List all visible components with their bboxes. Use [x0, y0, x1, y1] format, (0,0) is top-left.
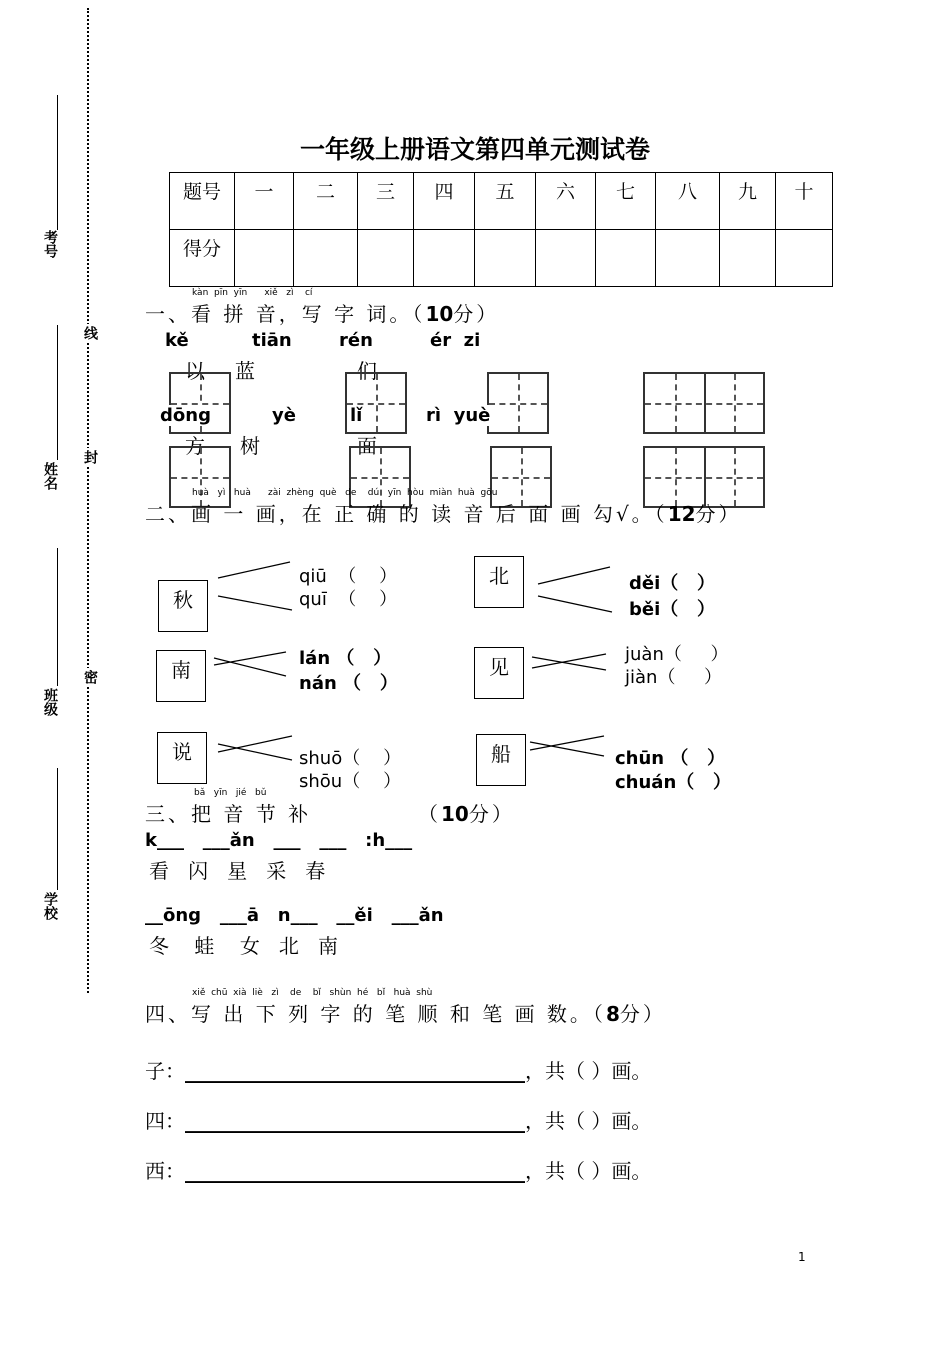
- s1-char-fang: 方: [185, 434, 205, 458]
- section2-points: 12: [667, 502, 696, 526]
- section3-points-wrap: [418, 798, 515, 827]
- score-cell-q4: 四: [414, 173, 475, 230]
- s2-option-nan-2[interactable]: nán （ ）: [299, 673, 398, 694]
- section2-heading-end: 分）: [695, 502, 742, 526]
- section4-heading-text: 四、写 出 下 列 字 的 笔 顺 和 笔 画 数。（: [145, 1002, 606, 1026]
- connector-line: [218, 744, 292, 760]
- s1-pinyin-ke: kě: [165, 330, 189, 351]
- s2-option-chuan-2[interactable]: chuán（ ）: [615, 772, 732, 793]
- s2-option-bei-2[interactable]: běi（ ）: [629, 599, 716, 620]
- s2-char-shuo: 说: [157, 732, 207, 784]
- s4-line-si: [145, 1105, 651, 1134]
- connector-line: [214, 652, 286, 665]
- section3-heading: 三、把 音 节 补: [145, 802, 312, 826]
- s2-option-qiu-1[interactable]: qiū （ ）: [299, 566, 398, 587]
- s1-char-men: 们: [357, 359, 377, 383]
- section3-points: 10: [441, 802, 469, 826]
- s4-blank-xi[interactable]: __________________________________: [185, 1159, 525, 1183]
- s2-option-jian-2[interactable]: jiàn（ ）: [625, 667, 723, 688]
- s2-option-shuo-2[interactable]: shōu（ ）: [299, 771, 402, 792]
- s1-char-mian: 面: [357, 434, 377, 458]
- s4-char-zi: 子：: [145, 1059, 185, 1083]
- connector-line: [218, 562, 290, 578]
- section2-ruby: huà yì huà zài zhèng què de dú yīn hòu miàn huà gōu: [192, 488, 498, 498]
- section2-heading-text: 二、画 一 画，在 正 确 的 读 音 后 面 画 勾: [145, 502, 616, 526]
- s1-pinyin-tian: tiān: [252, 330, 292, 351]
- s2-option-nan-1[interactable]: lán （ ）: [299, 648, 392, 669]
- s2-option-jian-1[interactable]: juàn（ ）: [625, 644, 729, 665]
- seal-char-mi: 密: [82, 670, 98, 684]
- score-cell-q3: 三: [358, 173, 414, 230]
- connector-line: [532, 654, 606, 668]
- s1-pinyin-ren: rén: [339, 330, 373, 351]
- s2-char-chuan: 船: [476, 734, 526, 786]
- connector-line: [214, 658, 286, 676]
- s4-char-si: 四：: [145, 1109, 185, 1133]
- section4-heading: [145, 998, 666, 1027]
- score-cell-q8: 八: [656, 173, 720, 230]
- score-cell-q7: 七: [596, 173, 656, 230]
- xingming-label: 姓名: [42, 462, 58, 490]
- score-cell-q9: 九: [720, 173, 776, 230]
- section3-ruby: bǎ yīn jié bǔ: [194, 788, 267, 798]
- s3-row2-blanks[interactable]: __ōng ___ā n___ __ěi ___ǎn: [145, 905, 444, 926]
- section3-points-open: （: [418, 802, 441, 826]
- score-cell-q10: 十: [776, 173, 833, 230]
- s2-char-qiu: 秋: [158, 580, 208, 632]
- seal-char-xian: 线: [82, 326, 98, 340]
- section4-ruby: xiě chū xià liè zì de bǐ shùn hé bǐ huà shù: [192, 988, 433, 998]
- connector-line: [530, 736, 604, 750]
- xuexiao-label: 学校: [42, 892, 58, 920]
- section4-heading-end: 分）: [619, 1002, 666, 1026]
- s4-blank-zi[interactable]: __________________________________: [185, 1059, 525, 1083]
- kaohao-label: 考号: [42, 230, 58, 258]
- s2-char-bei: 北: [474, 556, 524, 608]
- connector-line: [530, 742, 604, 756]
- section3-heading-end: 分）: [468, 802, 515, 826]
- s2-char-jian: 见: [474, 647, 524, 699]
- connector-line: [218, 736, 292, 752]
- s2-option-bei-1[interactable]: děi（ ）: [629, 573, 716, 594]
- s1-pinyin-riyue: rì yuè: [426, 405, 491, 426]
- connector-line: [218, 596, 292, 610]
- s3-row1-chars: 看 闪 星 采 春: [149, 859, 326, 883]
- s3-row1-blanks[interactable]: k___ ___ǎn ___ ___ :h___: [145, 830, 413, 851]
- s2-option-chuan-1[interactable]: chūn （ ）: [615, 748, 726, 769]
- s1-pinyin-ye: yè: [272, 405, 296, 426]
- s4-tail-si: ，共（ ）画。: [525, 1109, 652, 1133]
- score-cell-q2: 二: [294, 173, 358, 230]
- page-number: 1: [798, 1250, 806, 1264]
- s1-char-yi: 以: [185, 359, 205, 383]
- banji-label: 班级: [42, 688, 58, 716]
- section1-heading-end: 分）: [453, 302, 500, 326]
- s4-blank-si[interactable]: __________________________________: [185, 1109, 525, 1133]
- s1-char-lan: 蓝: [235, 359, 255, 383]
- s2-option-shuo-1[interactable]: shuō（ ）: [299, 748, 402, 769]
- s1-char-shu: 树: [240, 434, 260, 458]
- score-row-label: 得分: [170, 230, 235, 287]
- seal-char-feng: 封: [82, 450, 98, 464]
- section1-points: 10: [425, 302, 454, 326]
- section2-heading-mark: √。（: [615, 502, 668, 526]
- score-cell-q5: 五: [475, 173, 536, 230]
- s1-pinyin-erzi: ér zi: [430, 330, 481, 351]
- score-cell-q6: 六: [536, 173, 596, 230]
- s3-row2-chars: 冬 蛙 女 北 南: [149, 934, 339, 958]
- s4-tail-zi: ，共（ ）画。: [525, 1059, 652, 1083]
- score-cell-label: 题号: [170, 173, 235, 230]
- section4-points: 8: [605, 1002, 620, 1026]
- connector-line: [538, 567, 610, 584]
- s2-option-qiu-2[interactable]: quī （ ）: [299, 589, 398, 610]
- s4-line-xi: [145, 1155, 651, 1184]
- score-cell-q1: 一: [235, 173, 294, 230]
- s4-tail-xi: ，共（ ）画。: [525, 1159, 652, 1183]
- section1-ruby: kàn pīn yīn xiě zì cí: [192, 288, 313, 298]
- s4-char-xi: 西：: [145, 1159, 185, 1183]
- s2-char-nan: 南: [156, 650, 206, 702]
- s4-line-zi: [145, 1055, 651, 1084]
- s1-pinyin-li: lǐ: [350, 405, 363, 426]
- connector-line: [538, 596, 612, 612]
- connector-line: [532, 657, 606, 670]
- section1-heading-text: 一、看 拼 音，写 字 词。（: [145, 302, 426, 326]
- page-title: 一年级上册语文第四单元测试卷: [299, 135, 650, 164]
- s1-pinyin-dong: dōng: [160, 405, 211, 426]
